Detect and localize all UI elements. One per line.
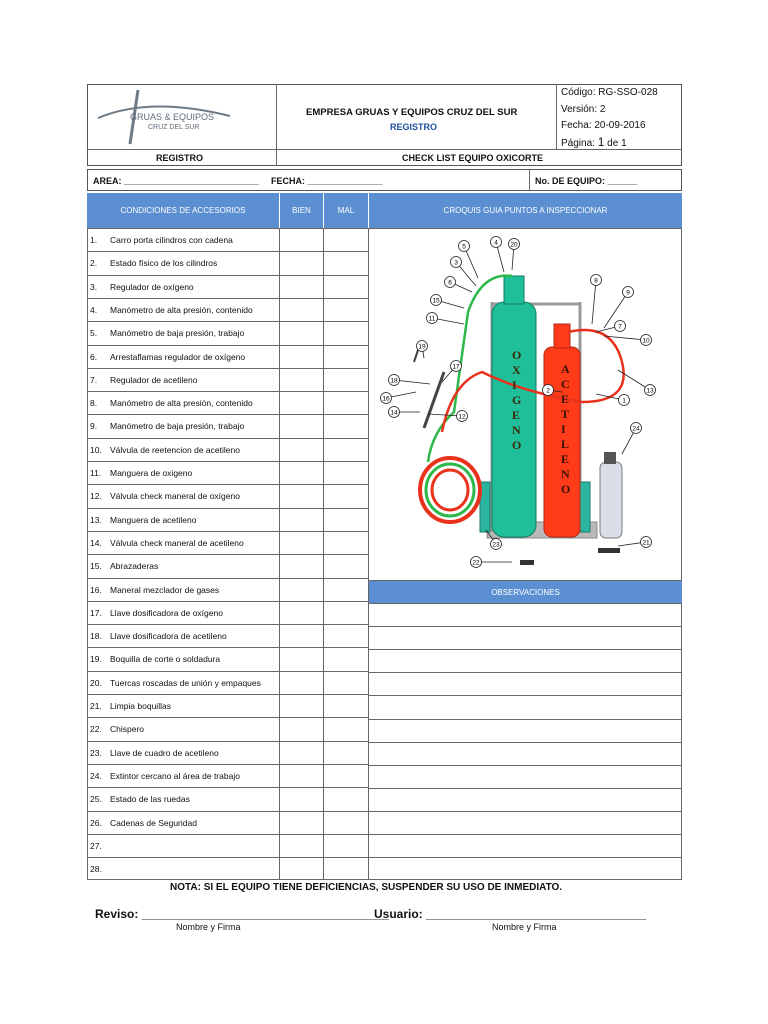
checkbox-mal[interactable] (324, 485, 366, 506)
checkbox-mal[interactable] (324, 276, 366, 297)
row-number: 8. (90, 398, 98, 409)
nombre-firma-2: Nombre y Firma (492, 922, 557, 932)
acetylene-letter: E (561, 452, 570, 466)
row-label: Manómetro de baja presión, trabajo (110, 328, 245, 339)
nota: NOTA: SI EL EQUIPO TIENE DEFICIENCIAS, SUSPENDER SU USO DE INMEDIATO. (170, 882, 563, 893)
checkbox-mal[interactable] (324, 392, 366, 413)
checkbox-bien[interactable] (280, 439, 322, 460)
checkbox-bien[interactable] (280, 718, 322, 739)
checkbox-bien[interactable] (280, 555, 322, 576)
observaciones-line[interactable] (369, 696, 681, 717)
checkbox-mal[interactable] (324, 718, 366, 739)
oxygen-letter: N (512, 423, 521, 437)
checkbox-mal[interactable] (324, 439, 366, 460)
row-label: Maneral mezclador de gases (110, 584, 220, 595)
row-label: Arrestaflamas regulador de oxígeno (110, 351, 246, 362)
row-number: 18. (90, 631, 102, 642)
oxygen-letter: E (512, 408, 521, 422)
callout-number: 7 (618, 323, 622, 331)
checkbox-mal[interactable] (324, 695, 366, 716)
checkbox-mal[interactable] (324, 858, 366, 879)
callout-number: 23 (492, 541, 500, 549)
reviso-field[interactable]: Reviso: _____________________________________ (95, 907, 389, 921)
checkbox-mal[interactable] (324, 555, 366, 576)
checkbox-mal[interactable] (324, 742, 366, 763)
callout-number: 13 (646, 387, 654, 395)
checkbox-bien[interactable] (280, 602, 322, 623)
checkbox-bien[interactable] (280, 322, 322, 343)
checkbox-mal[interactable] (324, 369, 366, 390)
row-label: Estado físico de los cilindros (110, 258, 218, 269)
row-number: 5. (90, 328, 98, 339)
row-label: Regulador de acetileno (110, 374, 198, 385)
observaciones-line[interactable] (369, 604, 681, 625)
doc-page: Página: 1 de 1 (561, 135, 627, 149)
row-number: 10. (90, 444, 102, 455)
row-number: 19. (90, 654, 102, 665)
row-number: 7. (90, 374, 98, 385)
observaciones-header: OBSERVACIONES (369, 581, 682, 603)
checkbox-bien[interactable] (280, 299, 322, 320)
row-number: 13. (90, 514, 102, 525)
row-label: Válvula check maneral de acetileno (110, 537, 244, 548)
logo-line2: CRUZ DEL SUR (148, 124, 200, 131)
callout-number: 18 (390, 377, 398, 385)
row-number: 12. (90, 491, 102, 502)
doc-type: REGISTRO (390, 122, 438, 132)
callout-number: 16 (382, 395, 390, 403)
row-number: 27. (90, 840, 102, 851)
observaciones-line[interactable] (369, 835, 681, 856)
oxygen-letter: O (512, 438, 522, 452)
checkbox-bien[interactable] (280, 695, 322, 716)
row-label: Boquilla de corte o soldadura (110, 654, 221, 665)
checkbox-mal[interactable] (324, 602, 366, 623)
checkbox-bien[interactable] (280, 788, 322, 809)
row-number: 14. (90, 537, 102, 548)
row-number: 25. (90, 794, 102, 805)
checkbox-bien[interactable] (280, 812, 322, 833)
callout-number: 3 (454, 259, 458, 267)
extinguisher-icon (600, 462, 622, 538)
observaciones-line[interactable] (369, 627, 681, 648)
row-number: 2. (90, 258, 98, 269)
callout-number: 21 (642, 539, 650, 547)
row-label: Llave dosificadora de oxígeno (110, 607, 223, 618)
checkbox-bien[interactable] (280, 252, 322, 273)
callout-number: 2 (546, 387, 550, 395)
checkbox-mal[interactable] (324, 532, 366, 553)
checkbox-bien[interactable] (280, 415, 322, 436)
checkbox-mal[interactable] (324, 579, 366, 600)
observaciones-line[interactable] (369, 673, 681, 694)
checkbox-bien[interactable] (280, 579, 322, 600)
doc-version: Versión: 2 (561, 104, 606, 115)
observaciones-line[interactable] (369, 812, 681, 833)
observaciones-line[interactable] (369, 720, 681, 741)
row-number: 26. (90, 817, 102, 828)
observaciones-line[interactable] (369, 789, 681, 810)
observaciones-line[interactable] (369, 650, 681, 671)
row-number: 24. (90, 770, 102, 781)
nombre-firma-1: Nombre y Firma (176, 922, 241, 932)
checkbox-mal[interactable] (324, 322, 366, 343)
row-label: Abrazaderas (110, 561, 159, 572)
row-label: Manómetro de baja presión, trabajo (110, 421, 245, 432)
col-header-condiciones: CONDICIONES DE ACCESORIOS (87, 193, 279, 228)
checkbox-bien[interactable] (280, 532, 322, 553)
callout-number: 1 (622, 397, 626, 405)
row-label: Válvula de reetencion de acetileno (110, 444, 240, 455)
checkbox-mal[interactable] (324, 509, 366, 530)
callout-number: 15 (432, 297, 440, 305)
row-number: 22. (90, 724, 102, 735)
acetylene-letter: A (561, 362, 570, 376)
checkbox-mal[interactable] (324, 788, 366, 809)
equipo-field[interactable]: No. DE EQUIPO: ______ (535, 176, 638, 186)
oxygen-letter: I (512, 378, 517, 392)
acetylene-letter: O (561, 482, 571, 496)
callout-number: 12 (458, 413, 466, 421)
oxygen-letter: O (512, 348, 522, 362)
row-number: 3. (90, 281, 98, 292)
area-field[interactable]: AREA: ___________________________ (93, 176, 260, 186)
callout-number: 17 (452, 363, 460, 371)
row-label: Limpia boquillas (110, 701, 171, 711)
row-number: 4. (90, 304, 98, 315)
row-number: 21. (90, 701, 102, 711)
checkbox-mal[interactable] (324, 415, 366, 436)
checkbox-bien[interactable] (280, 672, 322, 693)
observaciones-line[interactable] (369, 766, 681, 787)
col-header-croquis: CROQUIS GUIA PUNTOS A INSPECCIONAR (369, 193, 682, 228)
oxygen-letter: X (512, 363, 521, 377)
acetylene-letter: I (561, 422, 566, 436)
row-number: 28. (90, 864, 102, 875)
callout-number: 4 (494, 239, 498, 247)
row-number: 20. (90, 677, 102, 688)
row-label: Manguera de oxigeno (110, 468, 193, 478)
row-label: Manómetro de alta presión, contenido (110, 304, 253, 315)
callout-number: 9 (626, 289, 630, 297)
checkbox-mal[interactable] (324, 672, 366, 693)
acetylene-letter: C (561, 377, 570, 391)
callout-number: 6 (448, 279, 452, 287)
checkbox-bien[interactable] (280, 858, 322, 879)
row-number: 16. (90, 584, 102, 595)
col-header-mal: MAL (324, 193, 368, 228)
oxygen-letter: G (512, 393, 522, 407)
checkbox-bien[interactable] (280, 346, 322, 367)
row-label: Estado de las ruedas (110, 794, 190, 805)
checklist-title: CHECK LIST EQUIPO OXICORTE (402, 153, 544, 163)
row-label: Regulador de oxígeno (110, 281, 194, 292)
checkbox-mal[interactable] (324, 299, 366, 320)
row-number: 11. (90, 468, 102, 478)
callout-number: 22 (472, 559, 480, 567)
registro-label: REGISTRO (156, 153, 204, 163)
checkbox-mal[interactable] (324, 229, 366, 250)
checkbox-bien[interactable] (280, 229, 322, 250)
checkbox-bien[interactable] (280, 742, 322, 763)
callout-number: 8 (594, 277, 598, 285)
checkbox-mal[interactable] (324, 252, 366, 273)
row-label: Carro porta cilindros con cadena (110, 235, 233, 245)
logo-line1: GRUAS & EQUIPOS (130, 112, 215, 122)
checkbox-mal[interactable] (324, 462, 366, 483)
checkbox-bien[interactable] (280, 509, 322, 530)
row-number: 1. (90, 235, 98, 245)
checkbox-mal[interactable] (324, 765, 366, 786)
checkbox-mal[interactable] (324, 812, 366, 833)
checkbox-mal[interactable] (324, 835, 366, 856)
checkbox-bien[interactable] (280, 392, 322, 413)
callout-number: 19 (418, 343, 426, 351)
col-header-bien: BIEN (280, 193, 323, 228)
checkbox-mal[interactable] (324, 346, 366, 367)
callout-number: 11 (428, 315, 436, 323)
doc-date: Fecha: 20-09-2016 (561, 120, 646, 131)
checkbox-bien[interactable] (280, 625, 322, 646)
callout-number: 10 (642, 337, 650, 345)
acetylene-letter: E (561, 392, 570, 406)
row-label: Llave dosificadora de acetileno (110, 631, 227, 642)
row-number: 23. (90, 747, 102, 758)
usuario-field[interactable]: Usuario: _________________________________ (374, 907, 647, 921)
doc-code: Código: RG-SSO-028 (561, 87, 658, 98)
row-label: Llave de cuadro de acetileno (110, 747, 219, 758)
checkbox-bien[interactable] (280, 765, 322, 786)
callout-number: 5 (462, 243, 466, 251)
row-number: 6. (90, 351, 98, 362)
row-label: Manómetro de alta presión, contenido (110, 398, 253, 409)
row-label: Chispero (110, 724, 145, 735)
callout-number: 24 (632, 425, 640, 433)
observaciones-line[interactable] (369, 743, 681, 764)
checkbox-mal[interactable] (324, 625, 366, 646)
row-label: Tuercas roscadas de unión y empaques (110, 677, 261, 688)
observaciones-line[interactable] (369, 858, 681, 879)
checkbox-mal[interactable] (324, 648, 366, 669)
callout-number: 20 (510, 241, 518, 249)
acetylene-letter: L (561, 437, 570, 451)
row-number: 17. (90, 607, 102, 618)
row-number: 15. (90, 561, 102, 572)
acetylene-letter: T (561, 407, 570, 421)
row-label: Manguera de acetileno (110, 514, 197, 525)
checkbox-bien[interactable] (280, 485, 322, 506)
checkbox-bien[interactable] (280, 276, 322, 297)
oxicorte-diagram (372, 232, 678, 578)
fecha-field[interactable]: FECHA: _______________ (271, 176, 383, 186)
checkbox-bien[interactable] (280, 462, 322, 483)
row-label: Válvula check maneral de oxígeno (110, 491, 240, 502)
company-logo (90, 86, 270, 148)
callout-leader (592, 277, 598, 324)
acetylene-letter: N (561, 467, 570, 481)
checkbox-bien[interactable] (280, 835, 322, 856)
checkbox-bien[interactable] (280, 648, 322, 669)
callout-number: 14 (390, 409, 398, 417)
row-label: Extintor cercano al área de trabajo (110, 770, 240, 781)
row-label: Cadenas de Seguridad (110, 817, 197, 828)
checkbox-bien[interactable] (280, 369, 322, 390)
row-number: 9. (90, 421, 98, 432)
company-name: EMPRESA GRUAS Y EQUIPOS CRUZ DEL SUR (306, 107, 518, 118)
